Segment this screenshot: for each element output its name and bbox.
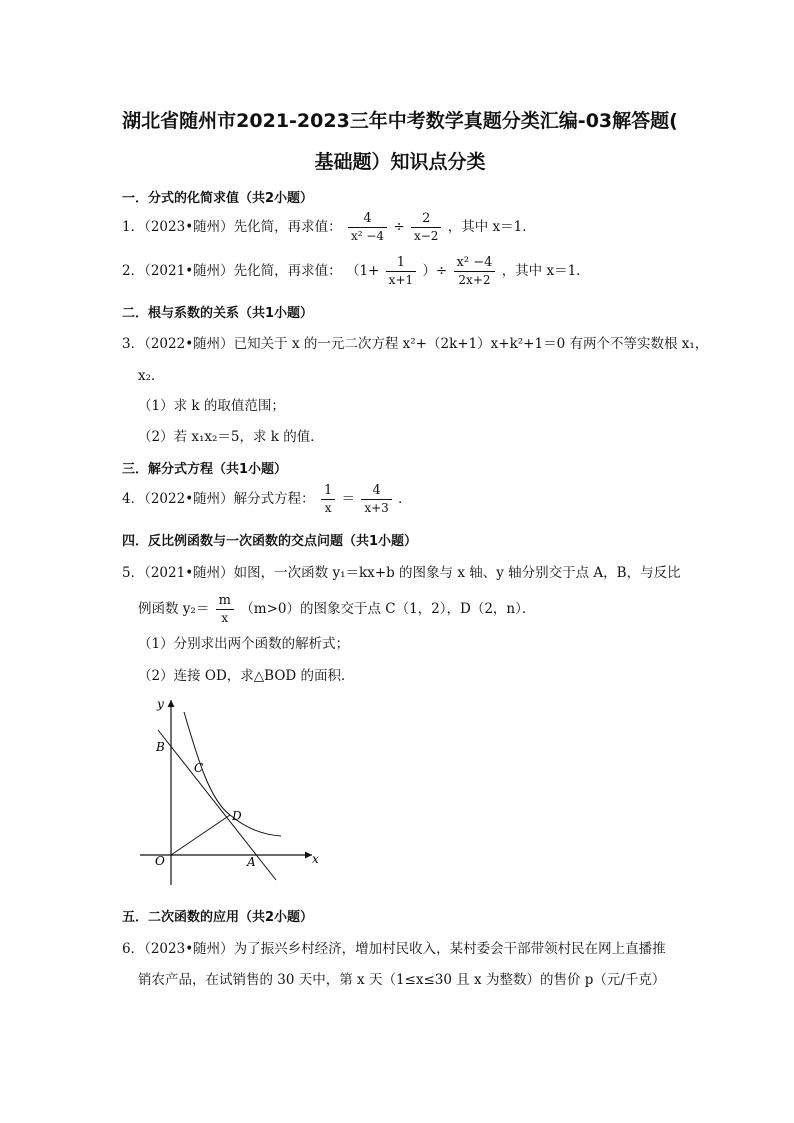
section-heading-5: 五．二次函数的应用（共2小题） (122, 910, 314, 925)
q2-prefix: 2．（2021•随州）先化简，再求值： (122, 263, 342, 279)
q1-prefix: 1．（2023•随州）先化简，再求值： (122, 219, 342, 235)
section-heading-2: 二．根与系数的关系（共1小题） (122, 306, 314, 321)
function-graph-figure (140, 690, 340, 890)
q4-suffix: ． (398, 491, 412, 507)
q4-fraction-2: $\frac{4}{x+3}$ (361, 482, 391, 517)
question-5-line1: 5．（2021•随州）如图，一次函数 y₁＝kx+b 的图象与 x 轴、y 轴分别交于点 A，B，与反比 (122, 565, 681, 581)
q1-operator: ÷ (393, 219, 405, 235)
label-C: C (194, 761, 204, 775)
section-heading-4: 四．反比例函数与一次函数的交点问题（共1小题） (122, 534, 418, 549)
q2-paren-close: ）÷ (422, 263, 448, 279)
question-2 (122, 254, 590, 289)
segment-OD (171, 815, 230, 855)
q2-fraction-1: $\frac{1}{x+1}$ (386, 254, 416, 289)
q4-fraction-1: $\frac{1}{x}$ (321, 482, 335, 517)
page-title-line1: 湖北省随州市2021-2023三年中考数学真题分类汇编-03解答题( (122, 110, 678, 132)
q2-fraction-2: $\frac{\text{x² −4}}{2x+2}$ (454, 254, 496, 289)
q1-fraction-2: $\frac{2}{x-2}$ (411, 210, 441, 245)
q2-paren-open: （1+ (345, 263, 380, 279)
label-A: A (247, 855, 256, 869)
question-3-line1: 3．（2022•随州）已知关于 x 的一元二次方程 x²+（2k+1）x+k²+1＝0 有两个不等实数根 x₁， (122, 336, 709, 352)
question-5-part1: （1）分别求出两个函数的解析式； (138, 636, 350, 652)
question-3-part2: （2）若 x₁x₂＝5，求 k 的值． (138, 429, 324, 445)
linear-function-line (158, 730, 276, 880)
page-title-line2: 基础题）知识点分类 (314, 151, 486, 173)
q5-line2-prefix: 例函数 y₂＝ (138, 601, 210, 617)
q1-fraction-1: $\frac{4}{\text{x² −4}}$ (348, 210, 387, 245)
section-heading-3: 三．解分式方程（共1小题） (122, 462, 288, 477)
question-3-line2: x₂． (138, 368, 165, 384)
question-6-line1: 6．（2023•随州）为了振兴乡村经济，增加村民收入，某村委会干部带领村民在网上直播推 (122, 941, 666, 957)
label-y: y (157, 697, 164, 711)
question-6-line2: 销农产品，在试销售的 30 天中，第 x 天（1≤x≤30 且 x 为整数）的售价 p（元/千克） (138, 972, 666, 988)
question-5-part2: （2）连接 OD，求△BOD 的面积． (138, 668, 355, 684)
section-heading-1: 一．分式的化简求值（共2小题） (122, 191, 314, 206)
question-1 (122, 210, 536, 245)
q4-prefix: 4．（2022•随州）解分式方程： (122, 491, 315, 507)
label-D: D (232, 809, 242, 823)
question-4 (122, 482, 412, 517)
label-O: O (155, 854, 165, 868)
q2-suffix: ，其中 x＝1． (501, 263, 590, 279)
question-3-part1: （1）求 k 的取值范围； (138, 398, 285, 414)
q5-line2-suffix: （m>0）的图象交于点 C（1，2），D（2，n）． (240, 601, 536, 617)
q5-fraction: $\frac{m}{x}$ (216, 592, 234, 627)
label-x: x (312, 852, 319, 866)
question-5-line2 (138, 592, 535, 627)
q4-equals: ＝ (341, 491, 356, 507)
q1-suffix: ，其中 x＝1． (447, 219, 536, 235)
label-B: B (156, 740, 165, 754)
